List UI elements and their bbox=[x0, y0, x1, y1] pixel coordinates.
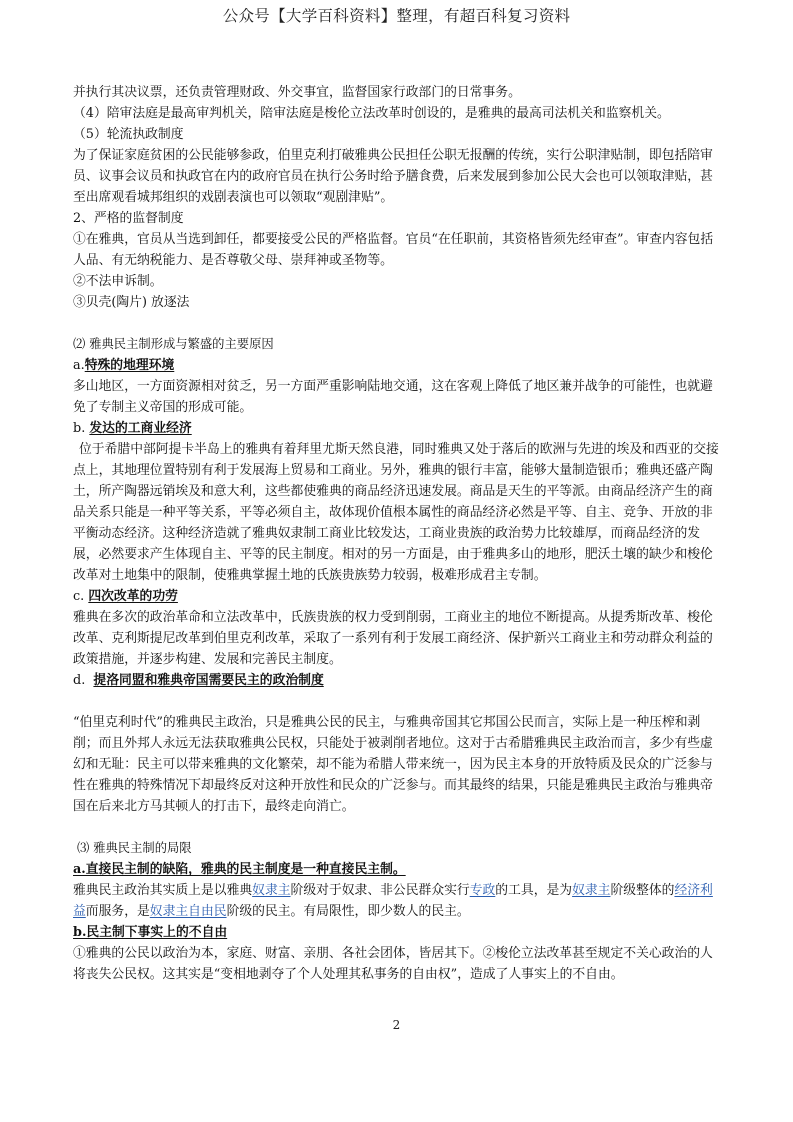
subheading-title: 发达的工商业经济 bbox=[89, 421, 192, 436]
spacer bbox=[73, 691, 723, 712]
paragraph: 并执行其决议票，还负责管理财政、外交事宜，监督国家行政部门的日常事务。 bbox=[73, 85, 521, 100]
subheading-a bbox=[73, 355, 723, 376]
subheading-b bbox=[73, 418, 723, 439]
item-prefix: d. bbox=[73, 673, 86, 688]
text-run: 阶级整体的 bbox=[610, 883, 675, 898]
link-economic-interest[interactable]: 经济利益 bbox=[73, 883, 713, 919]
subheading-title: 四次改革的功劳 bbox=[88, 589, 178, 604]
subheading-title: 特殊的地理环境 bbox=[84, 358, 175, 373]
text-run: 阶级对于奴隶、非公民群众实行 bbox=[290, 883, 470, 898]
item-prefix: c. bbox=[73, 589, 85, 604]
item-prefix: a. bbox=[73, 358, 85, 373]
paragraph: 雅典在多次的政治革命和立法改革中，氏族贵族的权力受到削弱，工商业主的地位不断提高。从提秀斯改革、梭伦改革、克利斯提尼改革到伯里克利改革，采取了一系列有利于发展工商经济、保护新兴工商业主和劳动群众利益的政策措施，并逐步构建、发展和完善民主制度。 bbox=[73, 610, 713, 667]
subheading-c bbox=[73, 586, 723, 607]
list-item: ③贝壳(陶片) 放逐法 bbox=[73, 295, 190, 310]
paragraph: （4）陪审法庭是最高审判机关，陪审法庭是梭伦立法改革时创设的，是雅典的最高司法机关和监察机关。 bbox=[73, 106, 670, 121]
paragraph: 位于希腊中部阿提卡半岛上的雅典有着拜里尤斯天然良港，同时雅典又处于落后的欧洲与先进的埃及和西亚的交接点上，其地理位置特别有利于发展海上贸易和工商业。另外，雅典的银行丰富，能够大量制造银币；雅典还盛产陶土，所产陶器远销埃及和意大利，这些都使雅典的商品经济迅速发展。商品是天生的平等派。由商品经济产生的商品关系只能是一种平等关系，平等必须自主，故体现价值根本属性的商品经济必然是平等、自主、竞争、开放的非平衡动态经济。这种经济造就了雅典奴隶制工商业比较发达，工商业贵族的政治势力比较雄厚，而商品经济的发展，必然要求产生体现自主、平等的民主制度。相对的另一方面是，由于雅典多山的地形，肥沃土壤的缺少和梭伦改革对土地集中的限制，使雅典掌握土地的氏族贵族势力较弱，极难形成君主专制。 bbox=[73, 442, 719, 583]
subheading-d bbox=[73, 670, 723, 691]
text-run: 雅典民主政治其实质上是以雅典 bbox=[73, 883, 253, 898]
subheading-title: 提洛同盟和雅典帝国需要民主的政治制度 bbox=[93, 673, 324, 688]
subheading: （5）轮流执政制度 bbox=[73, 127, 184, 142]
paragraph: 为了保证家庭贫困的公民能够参政，伯里克利打破雅典公民担任公职无报酬的传统，实行公职津贴制，即包括陪审员、议事会议员和执政官在内的政府官员在执行公务时给予膳食费，后来发展到参加公民大会也可以领取津贴，甚至出席观看城邦组织的戏剧表演也可以领取“观剧津贴”。 bbox=[73, 148, 713, 205]
paragraph: ①在雅典，官员从当选到卸任，都要接受公民的严格监督。官员“在任职前，其资格皆须先经审查”。审查内容包括人品、有无纳税能力、是否尊敬父母、崇拜神或圣物等。 bbox=[73, 232, 714, 268]
link-slaveowner[interactable]: 奴隶主 bbox=[252, 883, 291, 898]
subheading-a: a.直接民主制的缺陷，雅典的民主制度是一种直接民主制。 bbox=[73, 862, 406, 877]
page-header: 公众号【大学百科资料】整理，有超百科复习资料 bbox=[222, 7, 571, 25]
link-slaveowner-freemen[interactable]: 奴隶主自由民 bbox=[149, 904, 227, 919]
spacer bbox=[73, 313, 723, 334]
spacer bbox=[73, 817, 723, 838]
link-dictatorship[interactable]: 专政 bbox=[469, 883, 496, 898]
section-heading: ⑵ 雅典民主制形成与繁盛的主要原因 bbox=[73, 337, 274, 351]
subheading-b: b.民主制下事实上的不自由 bbox=[73, 925, 228, 940]
text-run: 而服务，是 bbox=[85, 904, 150, 919]
section-heading: ⑶ 雅典民主制的局限 bbox=[77, 841, 192, 855]
paragraph: ①雅典的公民以政治为本，家庭、财富、亲朋、各社会团体，皆居其下。②梭伦立法改革甚至规定不关心政治的人将丧失公民权。这其实是“变相地剥夺了个人处理其私事务的自由权”，造成了人事实上的不自由。 bbox=[73, 946, 713, 982]
list-item: ②不法申诉制。 bbox=[73, 274, 163, 289]
item-prefix: b. bbox=[73, 421, 86, 436]
text-run: 的工具，是为 bbox=[495, 883, 573, 898]
paragraph: 多山地区，一方面资源相对贫乏，另一方面严重影响陆地交通，这在客观上降低了地区兼并战争的可能性，也就避免了专制主义帝国的形成可能。 bbox=[73, 379, 713, 415]
link-slaveowner[interactable]: 奴隶主 bbox=[572, 883, 611, 898]
page-number: 2 bbox=[392, 1018, 401, 1032]
document-body bbox=[73, 82, 723, 985]
paragraph: “伯里克利时代”的雅典民主政治，只是雅典公民的民主，与雅典帝国其它邦国公民而言，实际上是一种压榨和剥削；而且外邦人永远无法获取雅典公民权，只能处于被剥削者地位。这对于古希腊雅典民主政治而言，多少有些虚幻和无耻：民主可以带来雅典的文化繁荣，却不能为希腊人带来统一，因为民主本身的开放特质及民众的广泛参与性在雅典的特殊情况下却最终反对这种开放性和民众的广泛参与。而其最终的结果，只能是雅典民主政治与雅典帝国在后来北方马其顿人的打击下，最终走向消亡。 bbox=[73, 715, 713, 814]
subheading: 2、严格的监督制度 bbox=[73, 211, 184, 226]
text-run: 阶级的民主。有局限性，即少数人的民主。 bbox=[226, 904, 470, 919]
paragraph bbox=[73, 880, 723, 922]
